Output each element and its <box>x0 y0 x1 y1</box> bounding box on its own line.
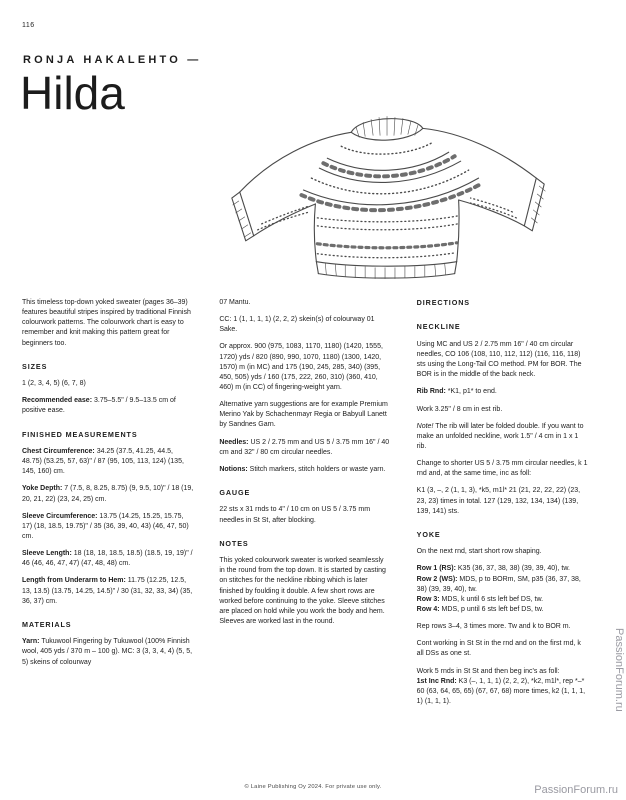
measurement-item <box>22 549 193 569</box>
intro-paragraph: This timeless top-down yoked sweater (pages 36–39) features beautiful stripes inspired by traditional Finnish colourwork patterns. The colourwork chart is easy to remember and knit making this pattern great for beginners too. <box>22 299 191 347</box>
yoke-intro: On the next rnd, start short row shaping. <box>416 548 542 556</box>
notions-text: Stitch markers, stitch holders or waste yarn. <box>247 465 386 473</box>
watermark-bottom: PassionForum.ru <box>534 784 618 796</box>
finished-measurements-heading: FINISHED MEASUREMENTS <box>22 429 138 439</box>
measurement-text: 7 (7.5, 8, 8.25, 8.75) (9, 9.5, 10)" / 18 (19, 20, 21, 22) (23, 24, 25) cm. <box>22 485 194 503</box>
measurement-label: Sleeve Circumference: <box>22 512 98 520</box>
row-text: MDS, p until 6 sts left bef DS, tw. <box>439 605 544 613</box>
cont-paragraph: Cont working in St St in the rnd and on the first rnd, k all DSs as one st. <box>416 640 581 658</box>
measurement-text: 11.75 (12.25, 12.5, 13, 13.5) (13.75, 14.25, 14.5)" / 30 (31, 32, 33, 34) (35, 36, 37) cm. <box>22 577 193 605</box>
row-label: Row 1 (RS): <box>416 565 456 573</box>
first-inc-label: 1st Inc Rnd: <box>416 677 457 685</box>
column-right <box>417 298 588 714</box>
approx-paragraph: Or approx. 900 (975, 1083, 1170, 1180) (1420, 1555, 1720) yds / 820 (890, 990, 1070, 1180) (1300, 1420, 1570) m (in MC) and 175 (190, 245, 285, 340) (395, 450, 505) yds / 160 (175, 222, 260, 310) (360, 410, 460) m (in CC) of fingering-weight yarn. <box>219 343 383 391</box>
measurement-label: Chest Circumference: <box>22 448 95 455</box>
rep-rows-paragraph: Rep rows 3–4, 3 times more. Tw and k to BOR m. <box>416 623 571 631</box>
alternative-paragraph: Alternative yarn suggestions are for example Premium Merino Yak by Schachenmayr Regia or Babyull Lanett by Sandnes Garn. <box>219 401 388 429</box>
needles-text: US 2 / 2.75 mm and US 5 / 3.75 mm 16" / 40 cm and 32" / 80 cm circular needles. <box>219 438 390 456</box>
notes-paragraph: This yoked colourwork sweater is worked seamlessly in the round from the top down. It is started by casting on stitches for the neckline ribbing which is later finished by foulding it double. A few short rows are worked before continuing to the yoke. Sleeve stitches are placed on hold while you work the body and hem. Sleeves are worked last in the round. <box>219 557 386 625</box>
notions-paragraph <box>219 465 390 475</box>
yarn-label: Yarn: <box>22 638 40 646</box>
row-text: K35 (36, 37, 38, 38) (39, 39, 40), tw. <box>455 565 570 573</box>
row-label: Row 3: <box>416 595 440 603</box>
sweater-illustration <box>196 106 584 294</box>
neckline-heading: NECKLINE <box>416 322 461 332</box>
yarn-continued: 07 Mantu. <box>219 299 251 306</box>
materials-heading: MATERIALS <box>22 619 72 629</box>
needles-label: Needles: <box>219 438 249 446</box>
page-title: Hilda <box>20 67 125 119</box>
author-line: RONJA HAKALEHTO — <box>23 54 202 66</box>
row-label: Row 4: <box>416 605 440 613</box>
gauge-heading: GAUGE <box>219 487 251 497</box>
row-text: MDS, k until 6 sts left bef DS, tw. <box>439 595 544 603</box>
sizes-heading: SIZES <box>22 361 48 371</box>
note-paragraph <box>417 422 588 452</box>
rib-rnd-paragraph <box>417 387 588 397</box>
ease-label: Recommended ease: <box>22 397 93 405</box>
measurement-label: Sleeve Length: <box>22 550 72 558</box>
short-rows <box>417 605 588 615</box>
rib-rnd-label: Rib Rnd: <box>416 388 446 396</box>
column-middle <box>219 298 390 714</box>
neckline-co-paragraph: Using MC and US 2 / 2.75 mm 16" / 40 cm circular needles, CO 106 (108, 110, 112, 112) (116, 116, 118) sts using the Long-Tail CO method. PM for BOR. The BOR is in the middle of the back neck. <box>416 340 582 379</box>
column-left <box>22 298 193 714</box>
notions-label: Notions: <box>219 465 248 473</box>
note-label: Note! <box>416 422 434 430</box>
first-inc-text: K3 (–, 1, 1, 1) (2, 2, 2), *k2, m1l*, rep *–* 60 (63, 64, 65, 65) (67, 67, 68) more times, k2 (1, 1, 1, 1) (1, 1, 1). <box>416 677 586 705</box>
directions-heading: DIRECTIONS <box>416 298 470 307</box>
page-number: 116 <box>22 22 35 29</box>
measurement-item <box>22 484 193 504</box>
first-inc-paragraph <box>417 677 588 707</box>
yarn-text: Tukuwool Fingering by Tukuwool (100% Finnish wool, 405 yds / 370 m – 100 g). MC: 3 (3, 3, 4, 4) (5, 5, 5) skeins of colourway <box>22 638 193 666</box>
cc-paragraph: CC: 1 (1, 1, 1, 1) (2, 2, 2) skein(s) of colourway 01 Sake. <box>219 316 375 334</box>
measurement-item <box>22 576 193 606</box>
note-text: The rib will later be folded double. If you want to make an unfolded neckline, work 1.5" / 4 cm in 1 x 1 rib. <box>416 422 584 450</box>
yarn-paragraph <box>22 637 193 667</box>
measurement-label: Length from Underarm to Hem: <box>22 577 126 585</box>
sizes-line: 1 (2, 3, 4, 5) (6, 7, 8) <box>22 380 86 388</box>
yoke-heading: YOKE <box>416 529 441 539</box>
short-rows <box>417 595 588 605</box>
short-rows <box>417 564 588 574</box>
measurement-text: 18 (18, 18, 18.5, 18.5) (18.5, 19, 19)" / 46 (46, 46, 47, 47) (47, 48, 48) cm. <box>22 550 193 568</box>
measurement-text: 13.75 (14.25, 15.25, 15.75, 17) (18, 18.5, 19.75)" / 35 (36, 39, 40, 43) (46, 47, 50) cm. <box>22 512 189 540</box>
measurement-label: Yoke Depth: <box>22 485 63 493</box>
needles-paragraph <box>219 438 390 458</box>
content-columns <box>22 298 588 714</box>
watermark-side: PassionForum.ru <box>613 628 625 712</box>
measurement-text: 34.25 (37.5, 41.25, 44.5, 48.75) (53.25, 57, 63)" / 87 (95, 105, 113, 124) (135, 145, 160) cm. <box>22 448 184 476</box>
row-label: Row 2 (WS): <box>416 575 458 583</box>
work-rib-paragraph: Work 3.25" / 8 cm in est rib. <box>416 405 503 413</box>
measurement-item <box>22 512 193 542</box>
rib-rnd-text: *K1, p1* to end. <box>445 388 497 396</box>
work5-paragraph: Work 5 rnds in St St and then beg inc's as foll: <box>416 667 560 675</box>
notes-heading: NOTES <box>219 538 249 548</box>
ease-text: 3.75–5.5" / 9.5–13.5 cm of positive ease. <box>22 397 176 415</box>
copyright-footer: © Laine Publishing Oy 2024. For private use only. <box>244 784 382 790</box>
measurement-item <box>22 447 193 477</box>
ease-paragraph <box>22 396 193 416</box>
neckline-inc-paragraph: K1 (3, –, 2 (1, 1, 3), *k5, m1l* 21 (21, 22, 22, 22) (23, 23, 23) times in total. 127 (129, 132, 134, 134) (139, 139, 141) sts. <box>416 487 581 515</box>
gauge-paragraph: 22 sts x 31 rnds to 4" / 10 cm on US 5 / 3.75 mm needles in St St, after blocking. <box>219 506 371 524</box>
change-needles-paragraph: Change to shorter US 5 / 3.75 mm circular needles, k 1 rnd and, at the same time, inc as foll: <box>416 460 588 478</box>
row-text: MDS, p to BORm, SM, p35 (36, 37, 38, 38) (39, 39, 40), tw. <box>416 575 581 593</box>
short-rows <box>417 575 588 595</box>
